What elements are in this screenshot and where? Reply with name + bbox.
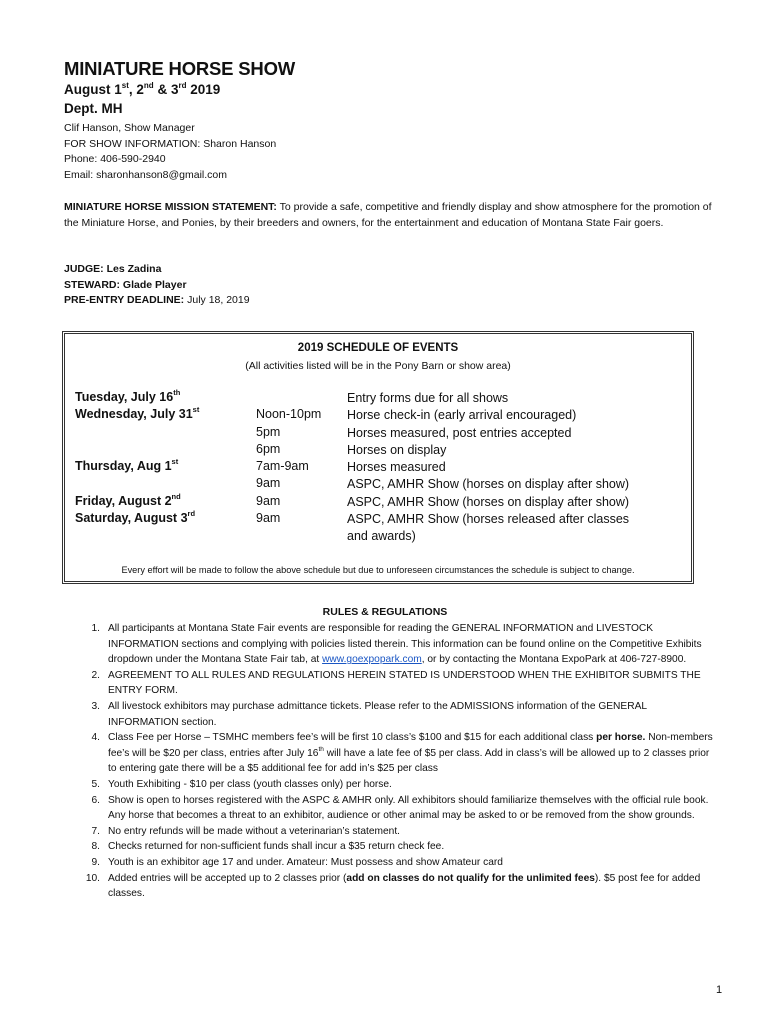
schedule-event: Horse check-in (early arrival encouraged) xyxy=(347,408,577,423)
rules-list xyxy=(80,621,720,902)
dates-part: , 2 xyxy=(128,82,144,97)
steward-text: STEWARD: Glade Player xyxy=(64,278,187,291)
dates-part: & 3 xyxy=(153,82,179,97)
day-text: Saturday, August 3 xyxy=(75,511,188,526)
rule-number: 1. xyxy=(91,623,100,634)
rule-text: Show is open to horses registered with the ASPC & AMHR only. All exhibitors should familiarize themselves with the official rule book. Any horse that becomes a threat to an exhibitor, audience or other animal may be asked to or be removed from the show grounds. xyxy=(108,794,709,822)
contact-info-person: FOR SHOW INFORMATION: Sharon Hanson xyxy=(64,137,277,150)
rule-item xyxy=(80,699,720,730)
schedule-event: ASPC, AMHR Show (horses on display after show) xyxy=(347,477,630,492)
schedule-day xyxy=(75,407,199,421)
mission-statement xyxy=(64,199,714,231)
page-number: 1 xyxy=(716,984,723,996)
schedule-event: Horses measured, post entries accepted xyxy=(347,425,572,440)
rule-text: Added entries will be accepted up to 2 classes prior ( xyxy=(108,872,347,884)
day-text: Friday, August 2 xyxy=(75,493,172,508)
rule-emphasis: per horse. xyxy=(596,732,646,744)
rule-number: 7. xyxy=(91,825,100,837)
rules-title: RULES & REGULATIONS xyxy=(322,606,448,618)
rule-text: All livestock exhibitors may purchase admittance tickets. Please refer to the ADMISSIONS information of the GENERAL INFORMATION section. xyxy=(108,700,647,728)
schedule-time: 9am xyxy=(256,511,281,526)
rule-text: Checks returned for non-sufficient funds shall incur a $35 return check fee. xyxy=(108,841,445,853)
mission-text: To provide a safe, competitive and friendly display and show atmosphere for the promotion of the Miniature Horse, and Ponies, by their breeders and owners, for the entertainment and education of Montana State Fair goers. xyxy=(64,201,712,229)
ordinal-sup: st xyxy=(192,405,200,415)
rule-number: 5. xyxy=(91,778,100,790)
schedule-day xyxy=(75,390,180,404)
contact-email: Email: sharonhanson8@gmail.com xyxy=(64,168,227,181)
rule-number: 2. xyxy=(91,669,100,681)
rule-item xyxy=(80,824,720,840)
ordinal-sup: rd xyxy=(187,509,196,519)
schedule-day xyxy=(75,491,181,508)
rule-number: 9. xyxy=(91,856,100,868)
rule-text: will have a late fee of $5 per class. Add in class’s will be allowed up to 2 classes prior to entering gate there will be a $5 additional fee for add in’s $25 per class xyxy=(108,747,710,775)
rule-item xyxy=(80,621,720,668)
dates-year: 2019 xyxy=(186,82,221,97)
schedule-event: ASPC, AMHR Show (horses on display after show) xyxy=(347,494,630,509)
schedule-time: 9am xyxy=(256,476,281,491)
schedule-row xyxy=(65,511,691,546)
schedule-day xyxy=(75,511,195,525)
schedule-day xyxy=(75,459,178,473)
schedule-row xyxy=(65,390,691,407)
deadline-line xyxy=(64,293,250,309)
rule-item xyxy=(80,855,720,871)
rule-text: , or by contacting the Montana ExpoPark at 406-727-8900. xyxy=(421,654,687,666)
contact-manager: Clif Hanson, Show Manager xyxy=(64,122,195,134)
rule-text: Class Fee per Horse – TSMHC members fee’s will be first 10 class’s $100 and $15 for each additional class xyxy=(108,732,597,744)
rule-item xyxy=(80,668,720,699)
schedule-row xyxy=(65,476,691,493)
rule-text: Youth Exhibiting - $10 per class (youth classes only) per horse. xyxy=(108,778,392,790)
schedule-row xyxy=(65,407,691,424)
schedule-time: 5pm xyxy=(256,424,281,439)
rule-text: Youth is an exhibitor age 17 and under. Amateur: Must possess and show Amateur card xyxy=(108,856,503,868)
schedule-title: 2019 SCHEDULE OF EVENTS xyxy=(297,342,459,354)
rule-text: ). $5 post fee for added classes. xyxy=(108,872,701,900)
day-text: Wednesday, July 31 xyxy=(75,407,193,422)
schedule-time: 7am-9am xyxy=(256,459,309,474)
department: Dept. MH xyxy=(64,101,123,116)
deadline-value: July 18, 2019 xyxy=(184,294,250,306)
schedule-row xyxy=(65,442,691,459)
rule-item xyxy=(80,871,720,902)
rule-item xyxy=(80,777,720,793)
contact-block xyxy=(64,121,276,183)
schedule-row xyxy=(65,491,691,511)
rule-number: 6. xyxy=(91,794,100,806)
schedule-event: Entry forms due for all shows xyxy=(347,391,509,405)
rule-item xyxy=(80,839,720,855)
rule-emphasis: add on classes do not qualify for the unlimited fees xyxy=(346,872,595,884)
day-text: Tuesday, July 16 xyxy=(75,390,174,404)
rule-item xyxy=(80,793,720,824)
rule-text: AGREEMENT TO ALL RULES AND REGULATIONS HEREIN STATED IS UNDERSTOOD WHEN THE EXHIBITOR SUBMITS THE ENTRY FORM. xyxy=(108,669,701,697)
rule-number: 8. xyxy=(91,841,100,853)
ordinal-sup: th xyxy=(173,388,181,397)
dates-part: August 1 xyxy=(64,82,122,97)
day-text: Thursday, Aug 1 xyxy=(75,459,172,474)
contact-phone: Phone: 406-590-2940 xyxy=(64,153,166,165)
rule-text: No entry refunds will be made without a veterinarian’s statement. xyxy=(108,825,400,837)
judge-line xyxy=(64,262,250,278)
rule-text: All participants at Montana State Fair events are responsible for reading the GENERAL INFORMATION and LIVESTOCK INFORMATION sections and complying with policies listed therein. This information can be found online on the Competitive Exhibits dropdown under the Montana State Fair tab, at xyxy=(108,623,702,666)
schedule-subtitle: (All activities listed will be in the Pony Barn or show area) xyxy=(245,360,511,372)
ordinal-sup: nd xyxy=(143,81,154,90)
schedule-event: Horses on display xyxy=(347,442,447,457)
show-dates xyxy=(64,82,220,97)
schedule-box xyxy=(62,331,694,584)
deadline-label: PRE-ENTRY DEADLINE: xyxy=(64,294,185,306)
ordinal-sup: st xyxy=(121,81,129,90)
ordinal-sup: rd xyxy=(178,81,187,90)
schedule-time: Noon-10pm xyxy=(256,407,322,422)
ordinal-sup: th xyxy=(318,745,324,753)
mission-label: MINIATURE HORSE MISSION STATEMENT: xyxy=(64,201,277,213)
rule-number: 4. xyxy=(91,732,100,744)
ordinal-sup: st xyxy=(171,457,179,467)
officials-block xyxy=(64,262,250,309)
judge-text: JUDGE: Les Zadina xyxy=(64,263,162,275)
schedule-row xyxy=(65,425,691,442)
steward-line xyxy=(64,278,250,294)
schedule-footnote: Every effort will be made to follow the above schedule but due to unforeseen circumstances the schedule is subject to change. xyxy=(121,565,635,575)
expopark-link[interactable]: www.goexpopark.com xyxy=(322,654,422,666)
schedule-row xyxy=(65,459,691,476)
schedule-time: 6pm xyxy=(256,441,281,456)
schedule-event: ASPC, AMHR Show (horses released after classes and awards) xyxy=(347,512,630,544)
rule-number: 10. xyxy=(85,872,100,884)
schedule-event: Horses measured xyxy=(347,460,446,475)
rule-text: Non-members fee’s will be $20 per class, entries after July 16 xyxy=(108,732,713,759)
ordinal-sup: nd xyxy=(171,491,181,501)
schedule-time: 9am xyxy=(256,493,281,508)
show-title: MINIATURE HORSE SHOW xyxy=(64,58,296,79)
schedule-rows xyxy=(65,390,691,546)
rule-item xyxy=(80,730,720,777)
rule-number: 3. xyxy=(91,700,100,712)
